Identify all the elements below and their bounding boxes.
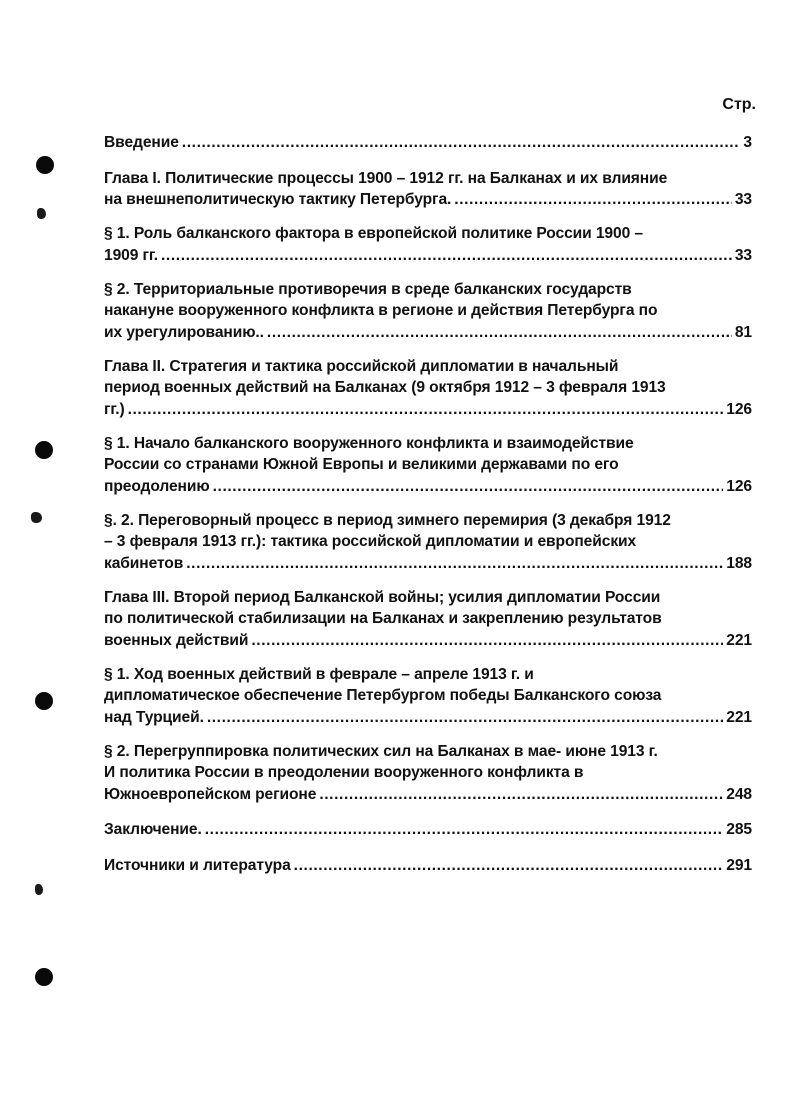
binder-hole-1 <box>36 156 54 174</box>
toc-entry-line: § 2. Перегруппировка политических сил на Балканах в мае- июне 1913 г. <box>104 742 658 760</box>
dot-leader <box>213 476 724 498</box>
toc-entry-chapter-1[interactable] <box>104 168 752 211</box>
toc-entry-chapter-1-section-2[interactable] <box>104 279 752 344</box>
dot-leader <box>319 784 723 806</box>
page-number-column-header: Стр. <box>722 96 756 113</box>
toc-entry-line: § 1. Роль балканского фактора в европейской политике России 1900 – <box>104 225 643 242</box>
toc-entry-title: Заключение. <box>104 821 202 838</box>
toc-entry-title: 1909 гг. <box>104 246 158 264</box>
toc-entry-title: над Турцией. <box>104 708 204 726</box>
toc-entry-last-line <box>104 245 752 267</box>
dot-leader <box>294 855 724 877</box>
scan-speck-3 <box>35 884 43 895</box>
toc-entry-introduction[interactable] <box>104 132 752 154</box>
toc-entry-conclusion[interactable] <box>104 819 752 841</box>
toc-entry-line: период военных действий на Балканах (9 октября 1912 – 3 февраля 1913 <box>104 379 666 396</box>
scan-speck-2 <box>31 512 42 523</box>
toc-entry-sources[interactable] <box>104 855 752 877</box>
toc-page-number: 33 <box>734 191 752 208</box>
dot-leader <box>161 245 732 267</box>
dot-leader <box>251 630 723 652</box>
toc-entry-chapter-3-section-1[interactable] <box>104 664 752 729</box>
toc-entry-line: России со странами Южной Европы и великими державами по его <box>104 456 619 473</box>
toc-entry-last-line <box>104 322 752 344</box>
toc-entry-last-line <box>104 707 752 729</box>
toc-entry-chapter-3-section-2[interactable] <box>104 741 752 806</box>
toc-page-number: 221 <box>726 708 752 726</box>
binder-hole-3 <box>35 692 53 710</box>
toc-entry-line: по политической стабилизации на Балканах и закреплению результатов <box>104 610 662 627</box>
toc-entry-title: Источники и литература <box>104 856 291 874</box>
toc-page-number: 126 <box>726 477 752 495</box>
toc-page-number: 285 <box>726 821 752 838</box>
toc-entry-last-line <box>104 399 752 421</box>
toc-page-number: 291 <box>726 856 752 874</box>
toc-entry-chapter-1-section-1[interactable] <box>104 223 752 266</box>
dot-leader <box>186 553 723 575</box>
toc-entry-title: кабинетов <box>104 554 184 572</box>
binder-hole-4 <box>35 968 53 986</box>
toc-entry-last-line <box>104 819 752 841</box>
toc-entry-line: § 1. Начало балканского вооруженного конфликта и взаимодействие <box>104 434 634 452</box>
toc-entry-line: Глава III. Второй период Балканской войны; усилия дипломатии России <box>104 588 661 606</box>
toc-entry-chapter-2-section-1[interactable] <box>104 433 752 498</box>
toc-entry-last-line <box>104 784 752 806</box>
toc-entry-title: гг.) <box>104 400 125 418</box>
toc-entry-chapter-2[interactable] <box>104 356 752 421</box>
toc-page-number: 126 <box>726 400 752 418</box>
toc-entry-last-line <box>104 189 752 211</box>
toc-entry-line: § 1. Ход военных действий в феврале – апреле 1913 г. и <box>104 665 534 683</box>
toc-entry-title: на внешнеполитическую тактику Петербурга. <box>104 191 452 208</box>
toc-entry-chapter-2-section-2[interactable] <box>104 510 752 575</box>
toc-entry-line: – 3 февраля 1913 гг.): тактика российской дипломатии и европейских <box>104 533 637 550</box>
toc-entry-title: Введение <box>104 134 179 151</box>
toc-entry-line: накануне вооруженного конфликта в регионе и действия Петербурга по <box>104 302 658 319</box>
dot-leader <box>454 189 732 211</box>
table-of-contents <box>104 132 752 889</box>
toc-entry-title: военных действий <box>104 631 249 649</box>
dot-leader <box>205 819 724 841</box>
toc-entry-last-line <box>104 132 752 154</box>
dot-leader <box>128 399 724 421</box>
toc-entry-line: Глава II. Стратегия и тактика российской дипломатии в начальный <box>104 357 619 375</box>
scan-speck-1 <box>37 208 46 219</box>
toc-entry-last-line <box>104 553 752 575</box>
toc-entry-chapter-3[interactable] <box>104 587 752 652</box>
toc-page-number: 33 <box>734 246 752 264</box>
toc-page-number: 81 <box>734 323 752 341</box>
binder-hole-2 <box>35 441 53 459</box>
toc-entry-title: преодолению <box>104 477 210 495</box>
toc-page-number: 3 <box>743 134 752 151</box>
dot-leader <box>267 322 732 344</box>
toc-entry-line: § 2. Территориальные противоречия в среде балканских государств <box>104 280 632 298</box>
toc-page-number: 188 <box>726 554 752 572</box>
toc-entry-last-line <box>104 855 752 877</box>
dot-leader <box>207 707 723 729</box>
toc-entry-line: §. 2. Переговорный процесс в период зимнего перемирия (3 декабря 1912 <box>104 511 671 529</box>
toc-entry-title: их урегулированию.. <box>104 323 264 341</box>
toc-entry-last-line <box>104 630 752 652</box>
toc-page-number: 221 <box>726 631 752 649</box>
toc-entry-title: Южноевропейском регионе <box>104 785 317 803</box>
toc-entry-last-line <box>104 476 752 498</box>
dot-leader <box>182 132 741 154</box>
toc-entry-line: Глава I. Политические процессы 1900 – 1912 гг. на Балканах и их влияние <box>104 169 668 187</box>
toc-page-number: 248 <box>726 785 752 803</box>
toc-entry-line: дипломатическое обеспечение Петербургом победы Балканского союза <box>104 687 662 704</box>
toc-entry-line: И политика России в преодолении вооруженного конфликта в <box>104 764 584 781</box>
